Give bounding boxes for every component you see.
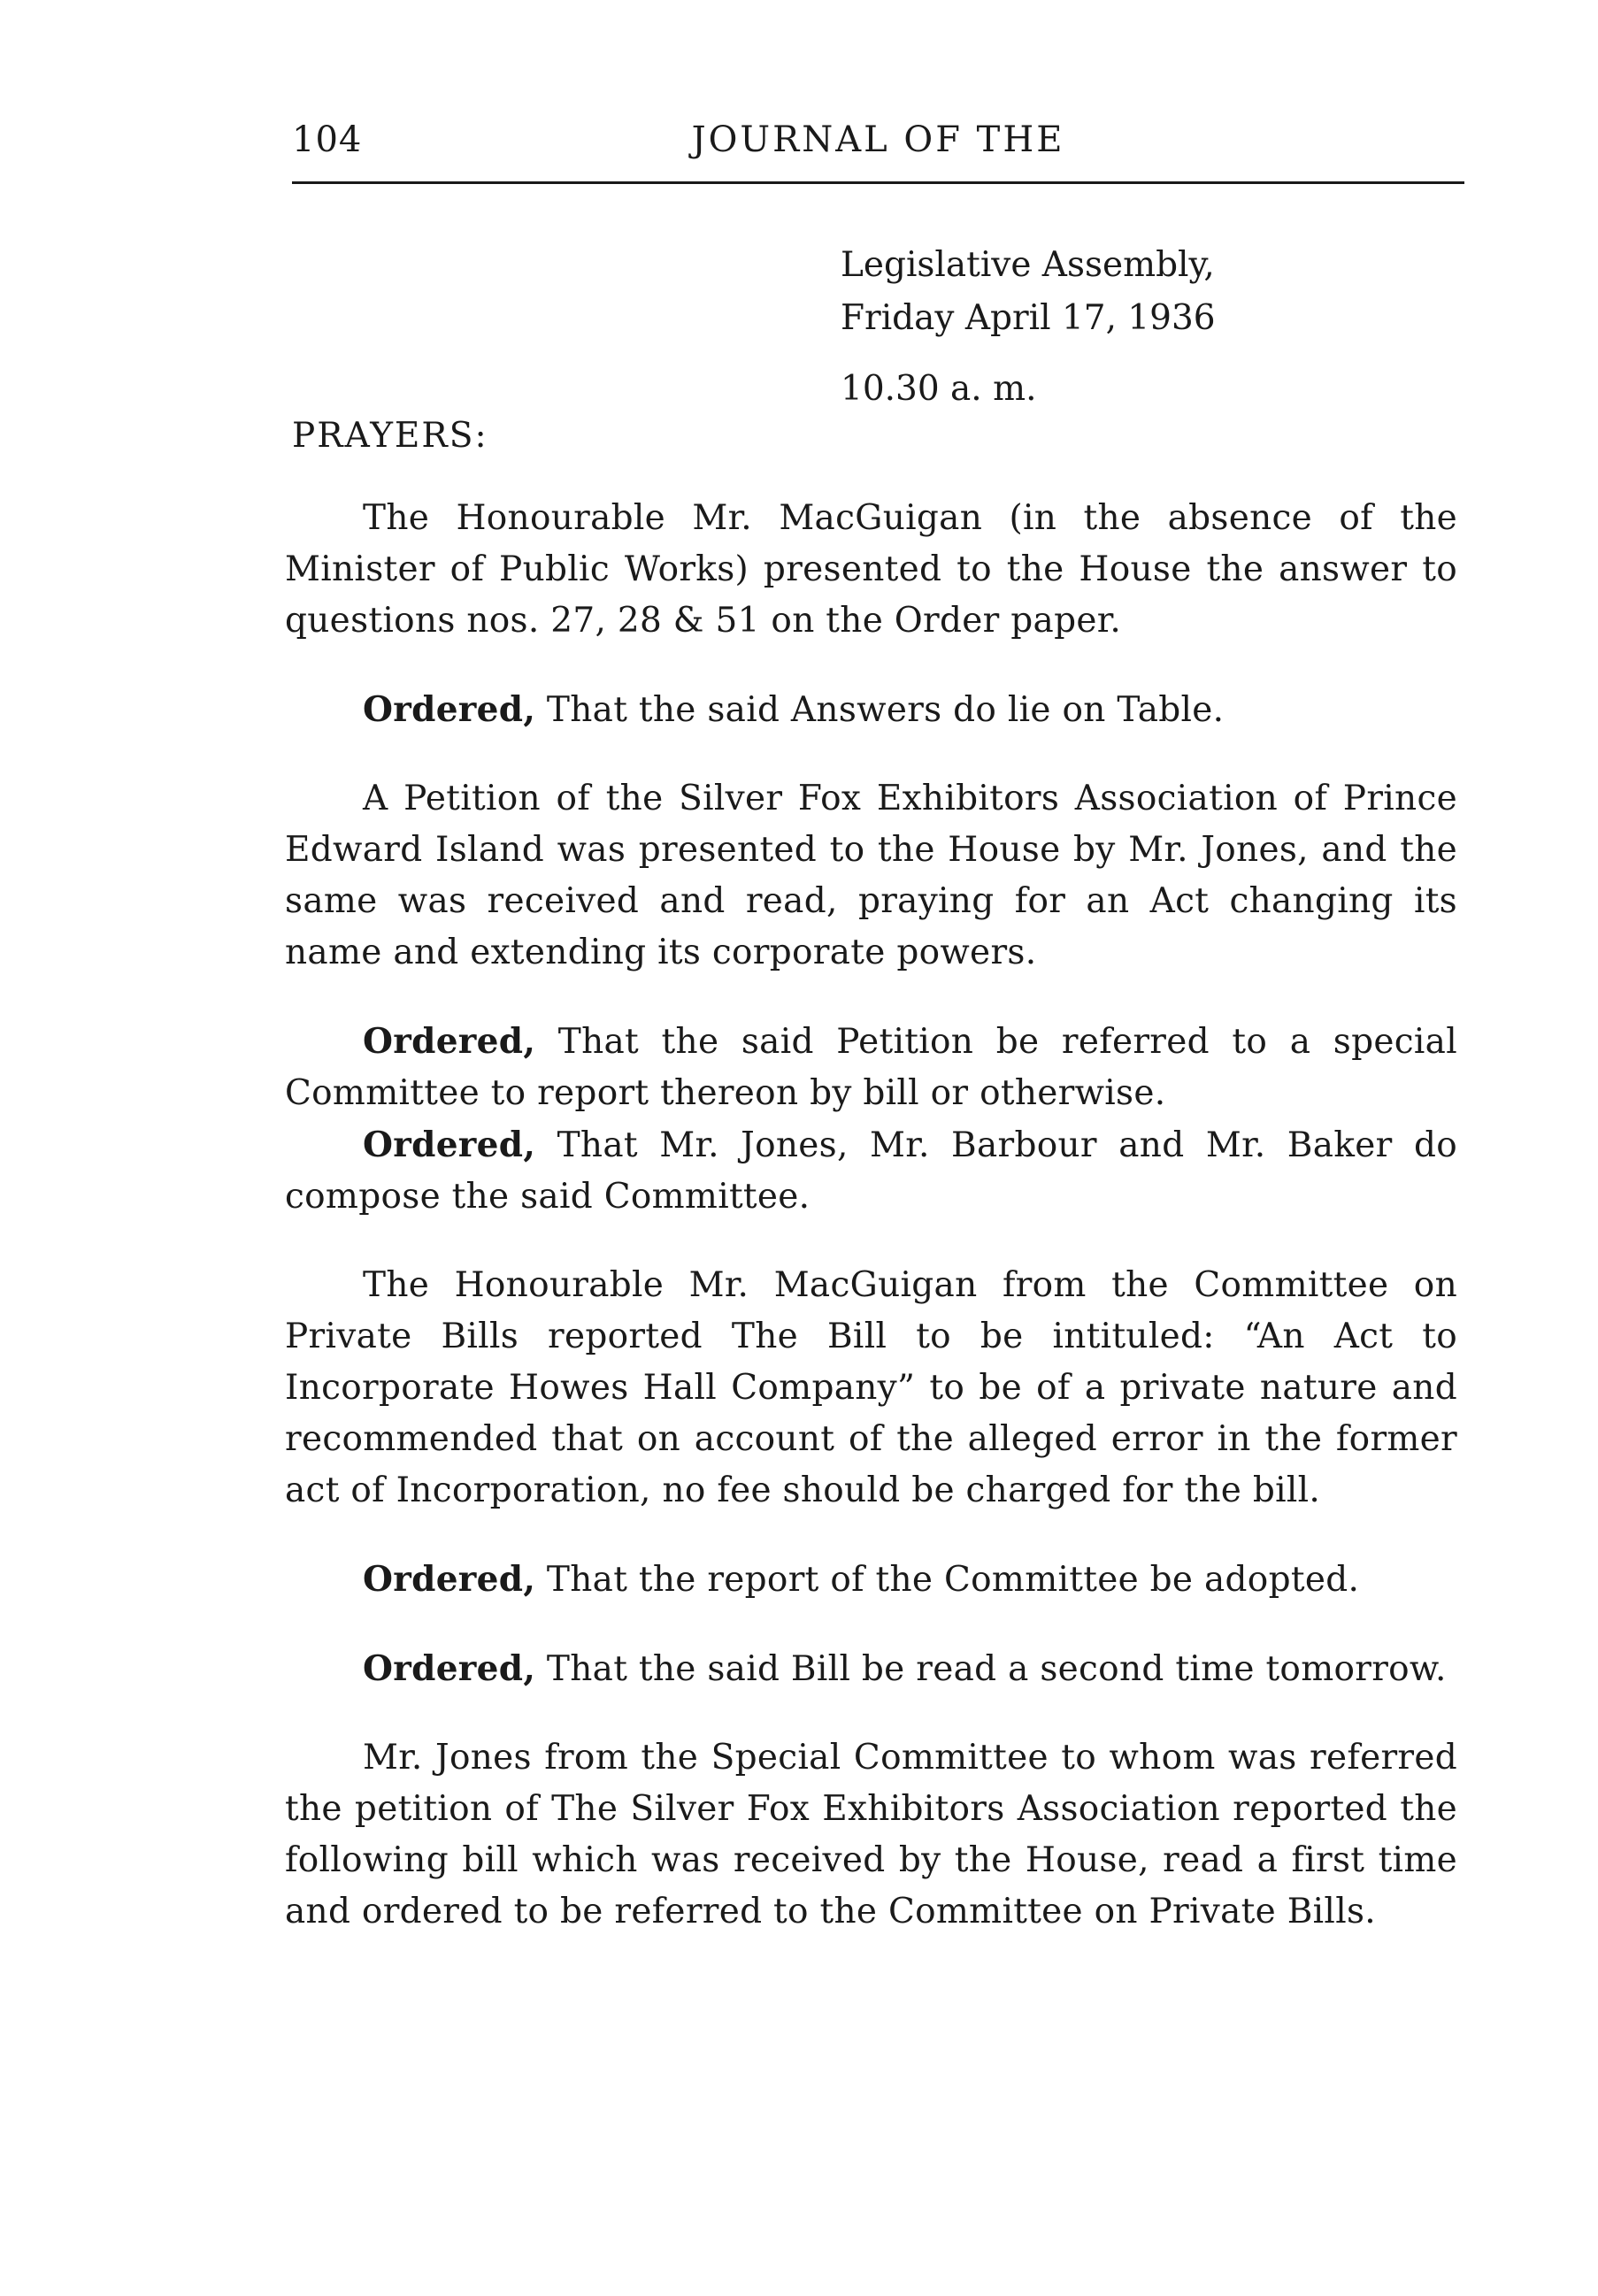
ordered-text: That the said Bill be read a second time tomorrow. — [535, 1649, 1447, 1689]
header-rule — [292, 181, 1464, 184]
paragraph-special-committee-report: Mr. Jones from the Special Committee to whom was referred the petition of The Silver Fox Exhibitors Association reported the following bill which was received by the House, read a first time and ordered to be referred to the Committee on Private Bills. — [285, 1738, 1457, 1931]
ordered-text: That the said Petition be referred to a special Committee to report thereon by bill or otherwise. — [285, 1022, 1457, 1113]
ordered-text: That the report of the Committee be adopted. — [535, 1560, 1360, 1600]
ordered-label: Ordered, — [363, 1559, 536, 1600]
paragraph-ordered-answers — [285, 684, 1457, 736]
journal-body — [285, 493, 1457, 1938]
dateline-time: 10.30 a. m. — [841, 369, 1037, 409]
paragraph-ordered-second-reading — [285, 1643, 1457, 1695]
page-header — [292, 119, 1464, 173]
paragraph-private-bills-report: The Honourable Mr. MacGuigan from the Committee on Private Bills reported The Bill to be intituled: “An Act to Incorporate Howes Hall Company” to be of a private nature and recommended that on account of the alleged error in the former act of Incorporation, no fee should be charged for the bill. — [285, 1265, 1457, 1510]
dateline — [841, 239, 1216, 416]
paragraph-ordered-petition — [285, 1016, 1457, 1119]
paragraph-ordered-report — [285, 1554, 1457, 1606]
paragraph-answers-presented: The Honourable Mr. MacGuigan (in the absence of the Minister of Public Works) presented to the House the answer to questions nos. 27, 28 & 51 on the Order paper. — [285, 498, 1457, 641]
ordered-label: Ordered, — [363, 1125, 536, 1165]
ordered-label: Ordered, — [363, 1021, 536, 1062]
running-title: JOURNAL OF THE — [691, 119, 1065, 160]
paragraph-ordered-committee — [285, 1119, 1457, 1223]
prayers-heading: PRAYERS: — [292, 416, 488, 456]
page-number: 104 — [292, 119, 363, 160]
dateline-body: Legislative Assembly, — [841, 245, 1215, 285]
ordered-label: Ordered, — [363, 1648, 536, 1689]
ordered-label: Ordered, — [363, 689, 536, 730]
paragraph-petition: A Petition of the Silver Fox Exhibitors Association of Prince Edward Island was presented to the House by Mr. Jones, and the same was received and read, praying for an Act changing its name and extending its corporate powers. — [285, 779, 1457, 972]
dateline-date: Friday April 17, 1936 — [841, 298, 1216, 338]
ordered-text: That the said Answers do lie on Table. — [535, 690, 1225, 730]
ordered-text: That Mr. Jones, Mr. Barbour and Mr. Baker do compose the said Committee. — [285, 1125, 1457, 1217]
